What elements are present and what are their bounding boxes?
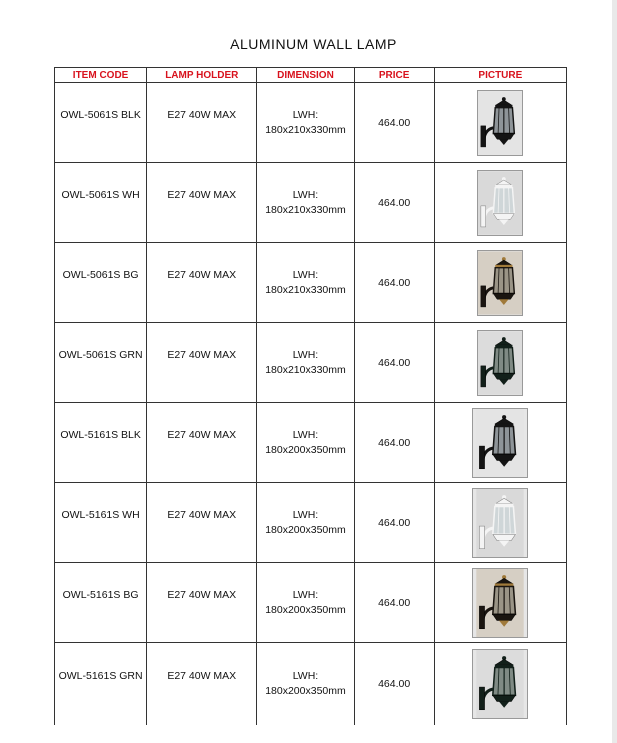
wall-lamp-black-gold-icon xyxy=(477,250,523,316)
dimension-value: 180x210x330mm xyxy=(265,283,346,296)
item-code: OWL-5061S GRN xyxy=(58,348,143,361)
dimension-cell xyxy=(257,643,354,726)
dimension-label: LWH: xyxy=(292,188,319,201)
lamp-holder-cell xyxy=(147,403,257,483)
table-row xyxy=(55,483,567,563)
dimension-label: LWH: xyxy=(292,670,319,682)
lamp-holder: E27 40W MAX xyxy=(167,508,237,521)
lamp-holder-cell xyxy=(147,163,257,243)
dimension-label: LWH: xyxy=(292,268,319,281)
item-code: OWL-5161S WH xyxy=(61,508,140,521)
picture-cell xyxy=(434,643,566,726)
lamp-holder-cell xyxy=(147,323,257,403)
dimension-value: 180x210x330mm xyxy=(265,363,346,376)
lamp-holder: E27 40W MAX xyxy=(167,588,237,601)
table-row xyxy=(55,163,567,243)
table-row xyxy=(55,403,567,483)
item-code: OWL-5161S BLK xyxy=(60,428,141,441)
dimension-value: 180x200x350mm xyxy=(265,685,346,697)
wall-lamp-white-icon xyxy=(477,170,523,236)
wall-lamp-black-icon xyxy=(477,90,523,156)
table-row xyxy=(55,83,567,163)
item-code: OWL-5061S BLK xyxy=(60,108,141,121)
lamp-holder: E27 40W MAX xyxy=(167,188,237,201)
dimension-cell xyxy=(257,243,354,323)
item-code-cell xyxy=(55,643,147,726)
table-row xyxy=(55,243,567,323)
header-item-code: ITEM CODE xyxy=(55,68,147,83)
picture-cell xyxy=(434,83,566,163)
picture-cell xyxy=(434,243,566,323)
picture-cell xyxy=(434,163,566,243)
lamp-holder-cell xyxy=(147,243,257,323)
item-code-cell xyxy=(55,483,147,563)
item-code-cell xyxy=(55,323,147,403)
table-row xyxy=(55,323,567,403)
dimension-label: LWH: xyxy=(292,588,319,601)
dimension-label: LWH: xyxy=(292,348,319,361)
lamp-holder: E27 40W MAX xyxy=(167,348,237,361)
price: 464.00 xyxy=(378,678,411,690)
dimension-cell xyxy=(257,83,354,163)
lamp-holder-cell xyxy=(147,563,257,643)
lamp-holder: E27 40W MAX xyxy=(167,428,237,441)
header-price: PRICE xyxy=(354,68,434,83)
product-table xyxy=(54,67,567,725)
dimension-cell xyxy=(257,323,354,403)
wall-lamp-green-icon xyxy=(472,649,528,719)
item-code: OWL-5061S WH xyxy=(61,188,140,201)
dimension-label: LWH: xyxy=(292,428,319,441)
dimension-cell xyxy=(257,403,354,483)
item-code-cell xyxy=(55,403,147,483)
table-row xyxy=(55,643,567,726)
item-code-cell xyxy=(55,163,147,243)
price-cell xyxy=(354,403,434,483)
item-code-cell xyxy=(55,83,147,163)
picture-cell xyxy=(434,323,566,403)
price-cell xyxy=(354,243,434,323)
dimension-cell xyxy=(257,163,354,243)
price: 464.00 xyxy=(378,356,411,369)
dimension-cell xyxy=(257,563,354,643)
dimension-value: 180x200x350mm xyxy=(265,443,346,456)
lamp-holder: E27 40W MAX xyxy=(167,268,237,281)
dimension-value: 180x200x350mm xyxy=(265,523,346,536)
item-code: OWL-5161S GRN xyxy=(58,670,143,682)
item-code: OWL-5161S BG xyxy=(62,588,139,601)
picture-cell xyxy=(434,563,566,643)
price: 464.00 xyxy=(378,516,411,529)
wall-lamp-white-icon xyxy=(472,488,528,558)
header-lamp-holder: LAMP HOLDER xyxy=(147,68,257,83)
price-cell xyxy=(354,163,434,243)
lamp-holder-cell xyxy=(147,483,257,563)
scan-edge xyxy=(612,0,617,743)
item-code-cell xyxy=(55,243,147,323)
price: 464.00 xyxy=(378,596,411,609)
dimension-label: LWH: xyxy=(292,108,319,121)
header-dimension: DIMENSION xyxy=(257,68,354,83)
price: 464.00 xyxy=(378,196,411,209)
price: 464.00 xyxy=(378,276,411,289)
table-header-row xyxy=(55,68,567,83)
dimension-cell xyxy=(257,483,354,563)
price-cell xyxy=(354,563,434,643)
item-code-cell xyxy=(55,563,147,643)
dimension-label: LWH: xyxy=(292,508,319,521)
dimension-value: 180x210x330mm xyxy=(265,203,346,216)
lamp-holder: E27 40W MAX xyxy=(167,670,237,682)
price: 464.00 xyxy=(378,436,411,449)
picture-cell xyxy=(434,403,566,483)
price: 464.00 xyxy=(378,116,411,129)
lamp-holder-cell xyxy=(147,83,257,163)
wall-lamp-green-icon xyxy=(477,330,523,396)
dimension-value: 180x200x350mm xyxy=(265,603,346,616)
page-title: ALUMINUM WALL LAMP xyxy=(230,36,397,52)
price-cell xyxy=(354,643,434,726)
lamp-holder: E27 40W MAX xyxy=(167,108,237,121)
dimension-value: 180x210x330mm xyxy=(265,123,346,136)
price-cell xyxy=(354,323,434,403)
wall-lamp-black-icon xyxy=(472,408,528,478)
item-code: OWL-5061S BG xyxy=(62,268,139,281)
wall-lamp-black-gold-icon xyxy=(472,568,528,638)
lamp-holder-cell xyxy=(147,643,257,726)
price-cell xyxy=(354,83,434,163)
picture-cell xyxy=(434,483,566,563)
price-cell xyxy=(354,483,434,563)
header-picture: PICTURE xyxy=(434,68,566,83)
table-row xyxy=(55,563,567,643)
